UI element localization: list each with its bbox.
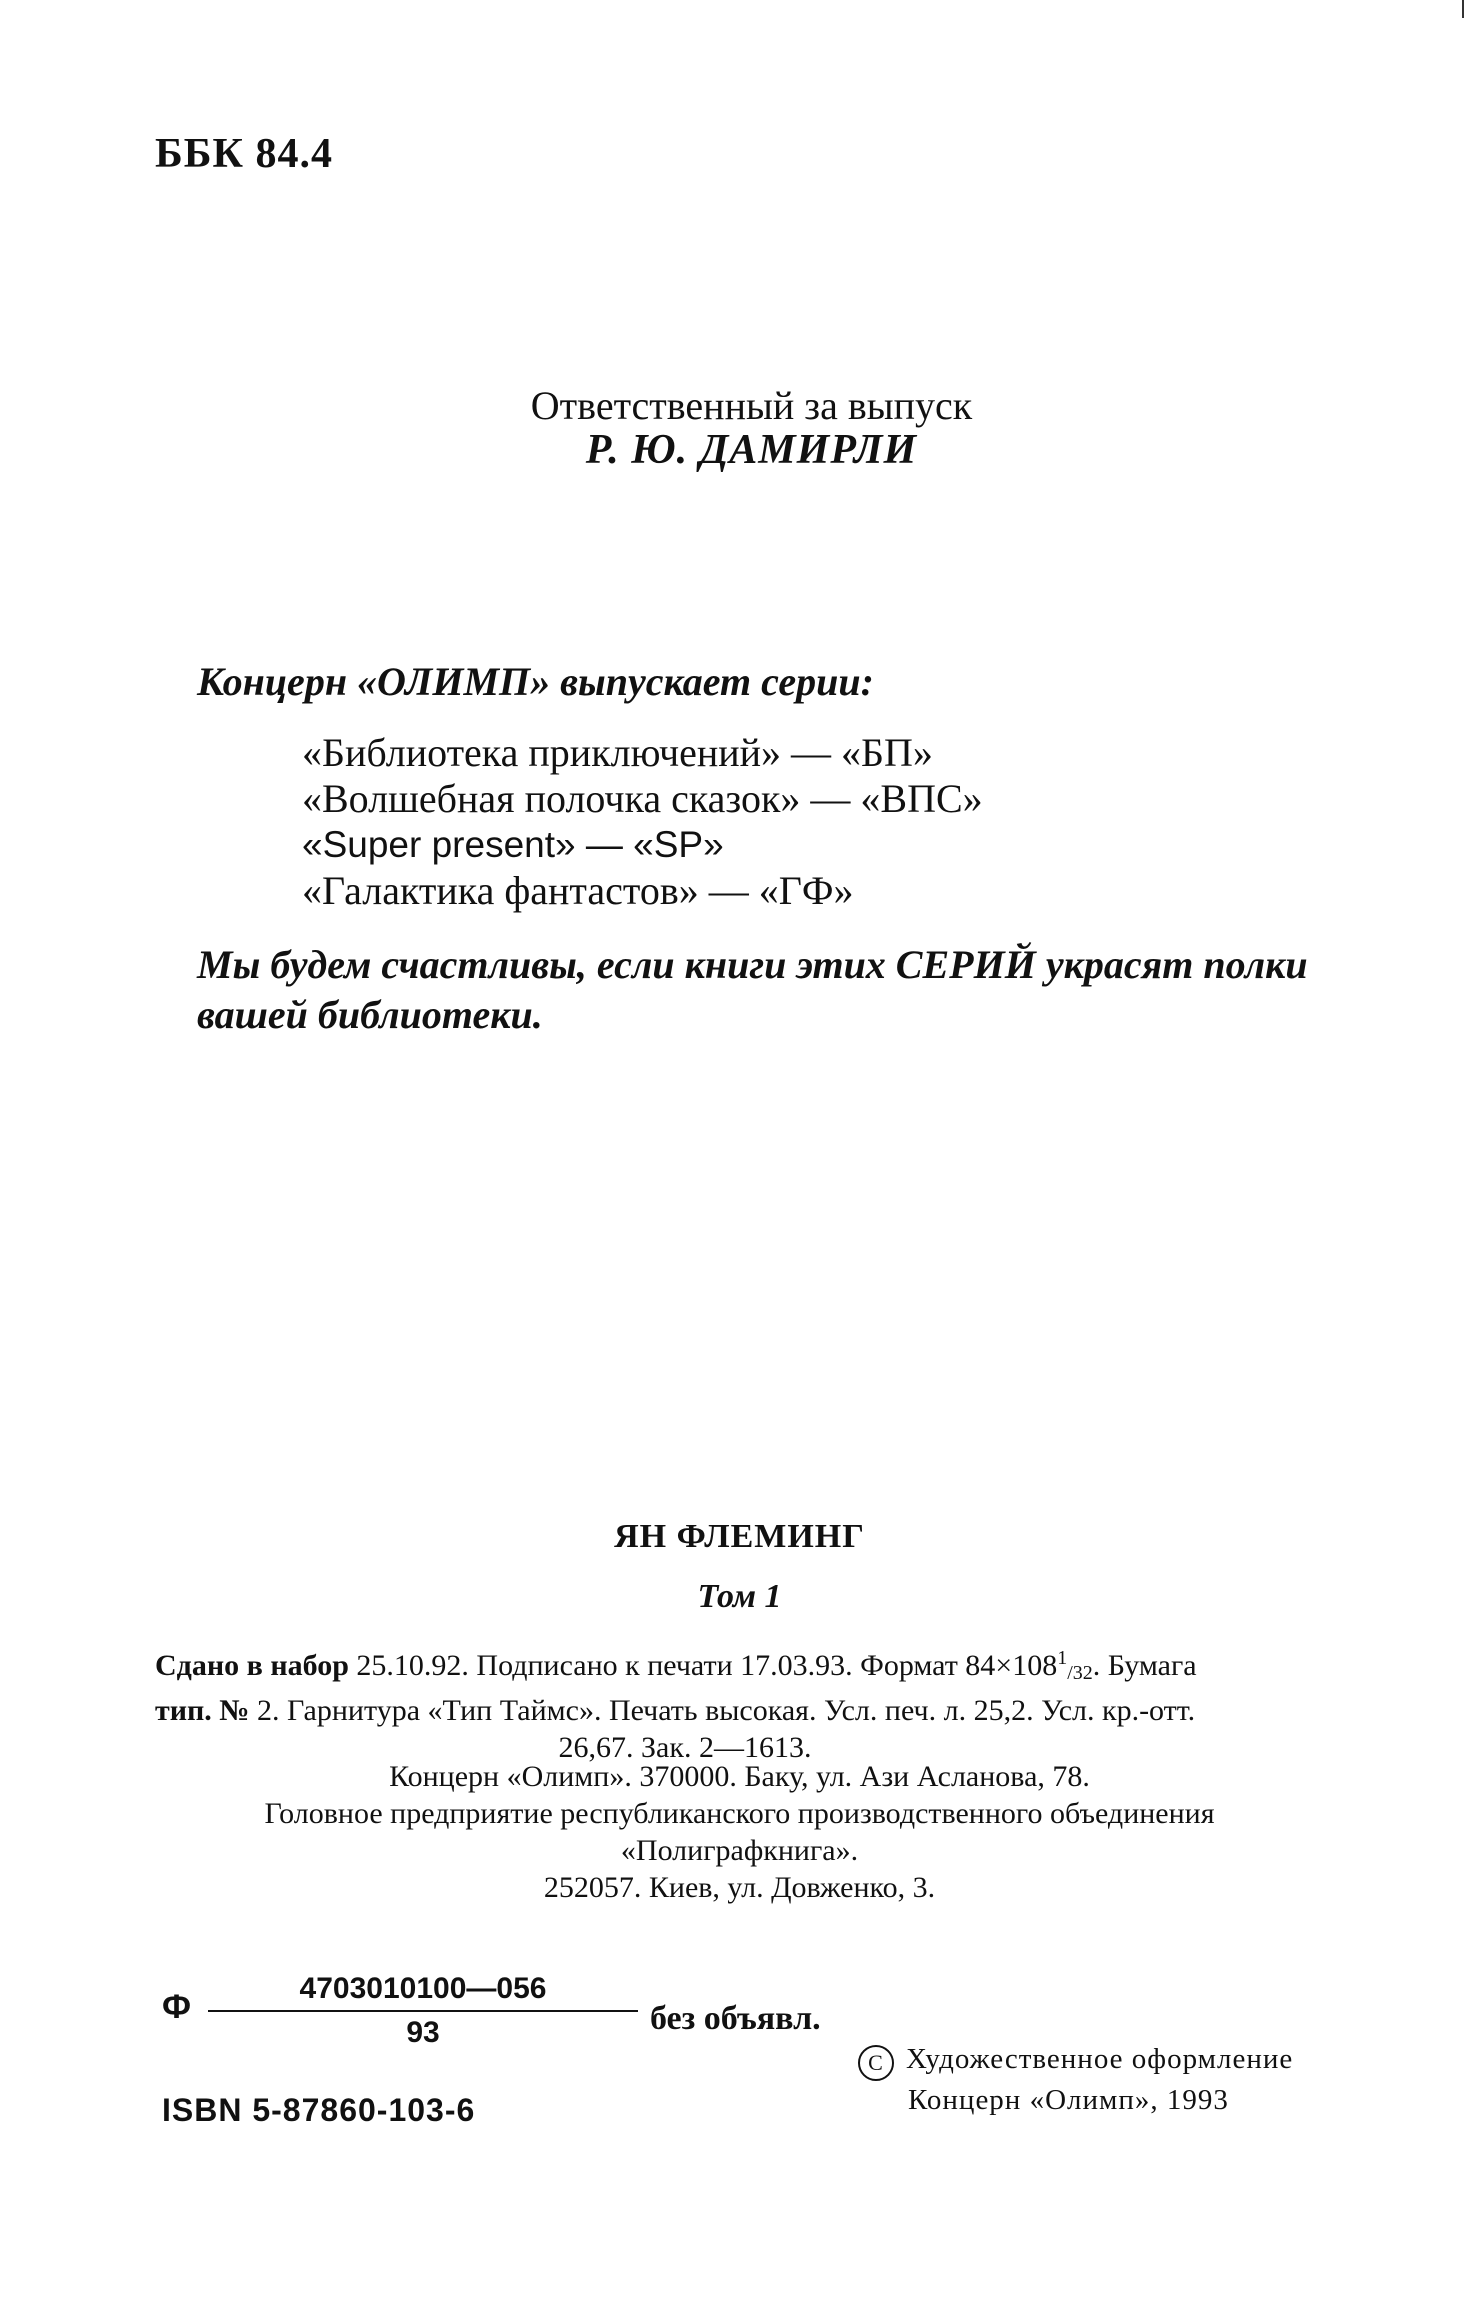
series-list [302,730,983,914]
type-rest: 2. Гарнитура «Тип Таймс». Печать высокая. Усл. печ. л. 25,2. Усл. кр.-отт. [256,1694,1196,1727]
type-label: тип. № [155,1694,250,1727]
format-sub: /32 [1067,1662,1093,1684]
format-sup: 1 [1057,1647,1068,1669]
imprint-line-3: 26,67. Зак. 2—1613. [558,1731,812,1764]
paper-text: . Бумага [1092,1649,1197,1682]
copyright-icon: C [858,2045,894,2081]
wish-text: Мы будем счастливы, если книги этих СЕРИЙ украсят полки вашей библиотеки. [197,942,1308,1037]
printer-label: Головное предприятие республиканского производственного объединения [264,1797,1215,1830]
publisher-block [0,1758,1479,1906]
printer-name: «Полиграфкнига». [620,1834,859,1867]
imprint-line-1 [155,1640,1355,1692]
signed-text: Подписано к печати 17.03.93. Формат 84×108 [476,1649,1058,1682]
phi-symbol: Ф [162,1988,192,2026]
imprint-block [155,1640,1355,1766]
copyright-line-2: Концерн «Олимп», 1993 [908,2084,1229,2116]
copyright-block [858,2040,1293,2119]
copyright-line-1 [858,2040,1293,2081]
isbn: ISBN 5-87860-103-6 [162,2092,476,2128]
printer-address: 252057. Киев, ул. Довженко, 3. [543,1871,936,1904]
code-numerator: 4703010100—056 [299,1972,547,2005]
publisher-address: Концерн «Олимп». 370000. Баку, ул. Ази Асланова, 78. [389,1760,1090,1793]
sent-date: 25.10.92. [356,1649,469,1682]
bbk-code: ББК 84.4 [155,131,333,177]
book-volume: Том 1 [697,1578,782,1615]
copyright-text-1: Художественное оформление [906,2043,1294,2075]
book-author: ЯН ФЛЕМИНГ [614,1518,865,1555]
series-item: «Волшебная полочка сказок» — «ВПС» [302,776,983,821]
responsible-label: Ответственный за выпуск [530,383,973,428]
series-item: «Библиотека приключений» — «БП» [302,730,933,775]
code-note: без объявл. [650,2000,821,2037]
code-fraction [208,1972,638,2050]
fraction-rule [208,2010,638,2012]
series-item: «Super present» — «SP» [302,824,724,865]
series-item: «Галактика фантастов» — «ГФ» [302,868,854,913]
concern-heading: Концерн «ОЛИМП» выпускает серии: [197,659,874,704]
imprint-line-2 [155,1692,1355,1729]
responsible-name: Р. Ю. ДАМИРЛИ [585,427,918,473]
corner-mark [1462,0,1464,18]
sent-label: Сдано в набор [155,1649,349,1682]
code-denominator: 93 [406,2016,440,2049]
